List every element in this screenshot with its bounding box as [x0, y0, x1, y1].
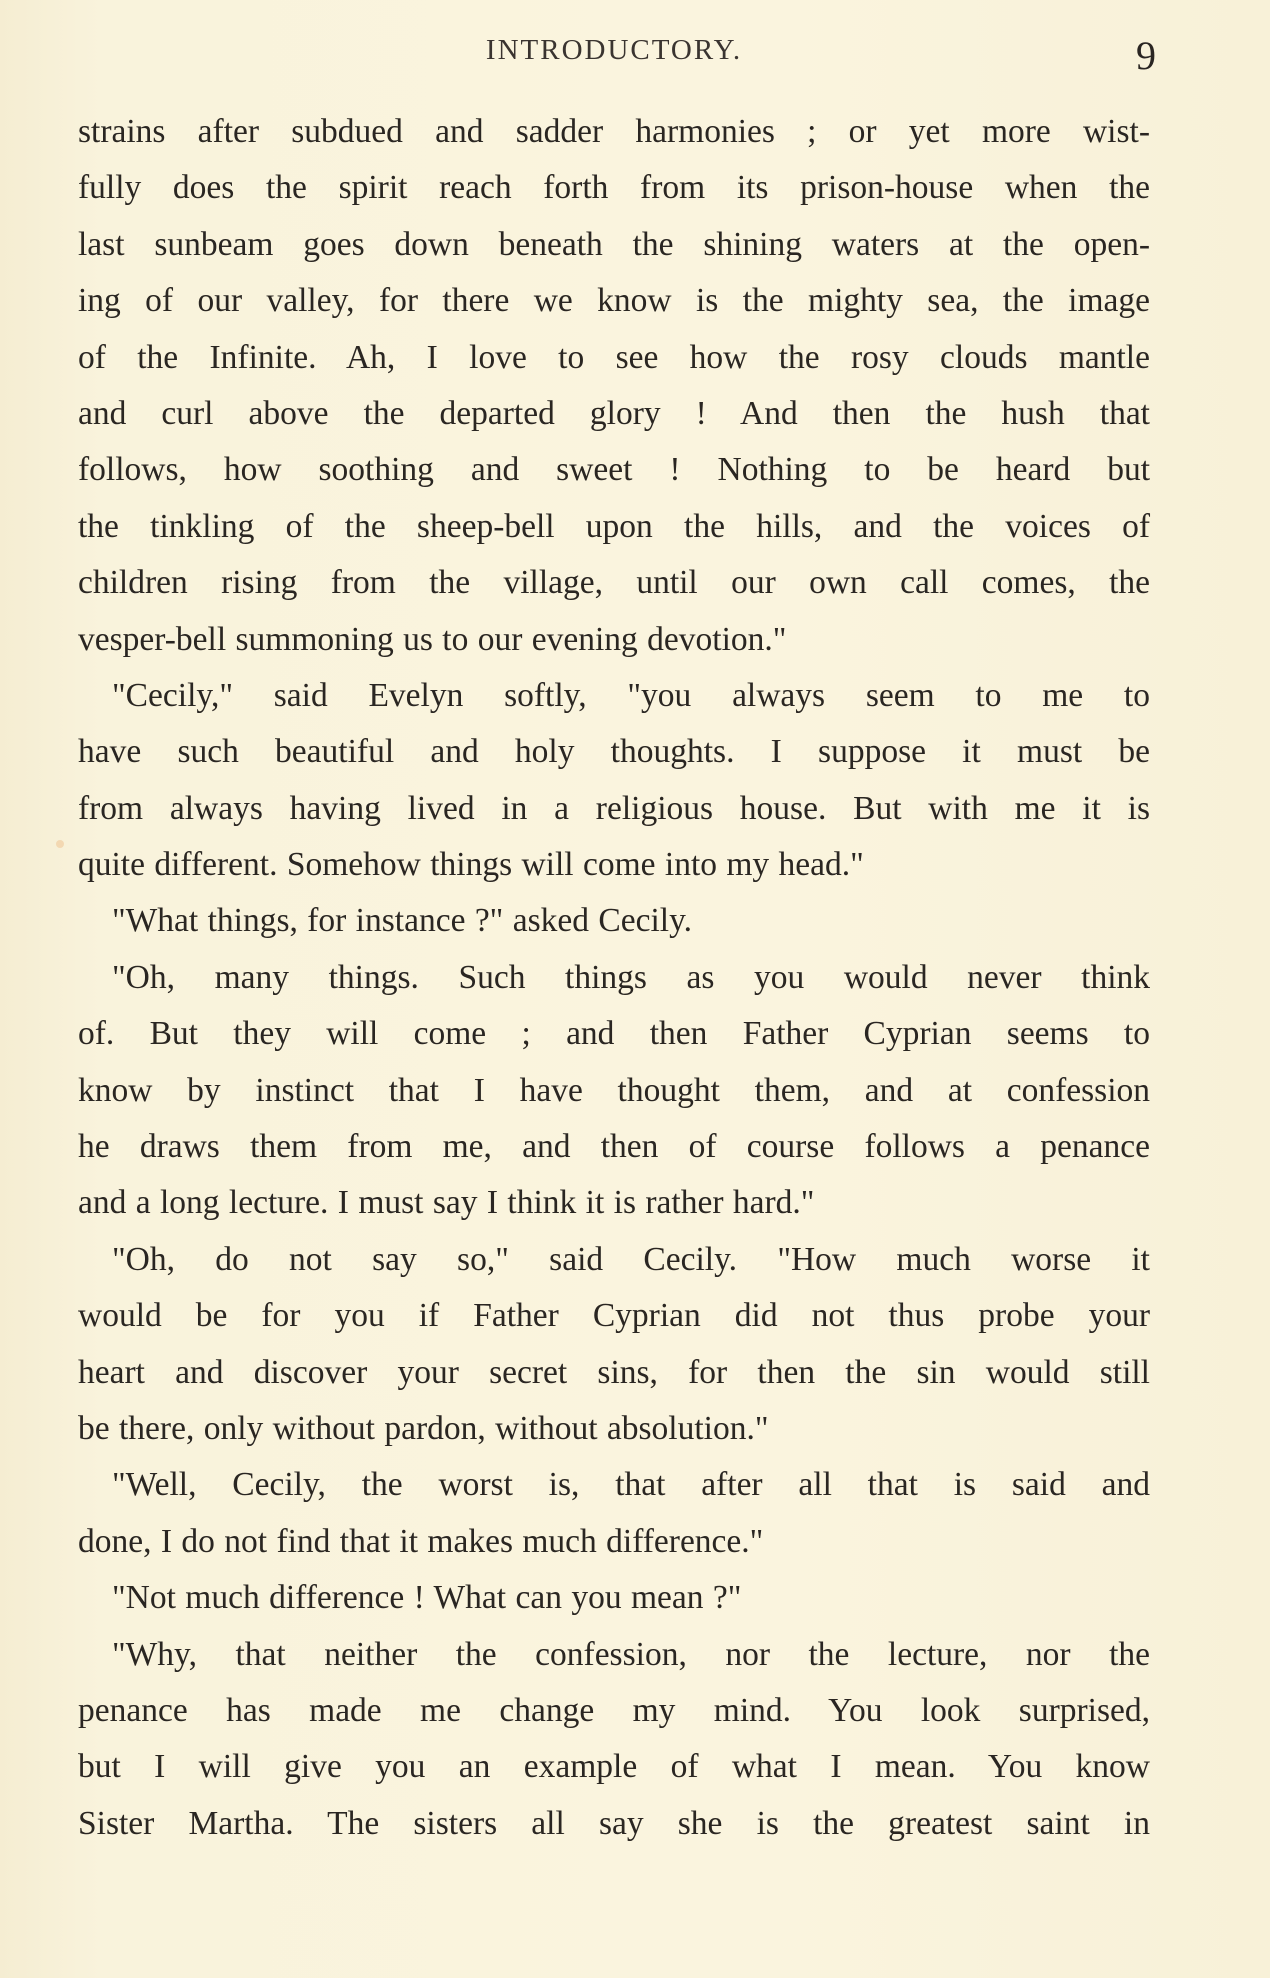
body-text: [78, 104, 1150, 1852]
text-line: done, I do not find that it makes much difference.": [78, 1522, 764, 1560]
text-line: know by instinct that I have thought them, and at confession: [78, 1071, 1150, 1109]
text-line: the tinkling of the sheep-bell upon the hills, and the voices of: [78, 507, 1150, 545]
text-line: "Oh, many things. Such things as you would never think: [112, 958, 1150, 996]
text-line: "Oh, do not say so," said Cecily. "How much worse it: [112, 1240, 1150, 1278]
text-line: Sister Martha. The sisters all say she is the greatest saint in: [78, 1804, 1150, 1842]
text-line: "Why, that neither the confession, nor the lecture, nor the: [112, 1635, 1150, 1673]
text-line: strains after subdued and sadder harmonies ; or yet more wist-: [78, 113, 1150, 150]
text-line: "Cecily," said Evelyn softly, "you always seem to me to: [112, 676, 1150, 714]
page-number: 9: [1136, 33, 1156, 78]
text-line: "Not much difference ! What can you mean ?": [112, 1579, 742, 1617]
text-line: be there, only without pardon, without absolution.": [78, 1409, 769, 1447]
text-line: would be for you if Father Cyprian did not thus probe your: [78, 1297, 1150, 1335]
text-line: follows, how soothing and sweet ! Nothing to be heard but: [78, 451, 1150, 489]
text-line: "What things, for instance ?" asked Cecily.: [112, 902, 693, 940]
text-line: last sunbeam goes down beneath the shining waters at the open-: [78, 225, 1150, 263]
text-line: fully does the spirit reach forth from its prison-house when the: [78, 169, 1150, 207]
page-header: [78, 33, 1156, 84]
text-line: from always having lived in a religious house. But with me it is: [78, 789, 1150, 827]
text-line: and curl above the departed glory ! And then the hush that: [78, 394, 1150, 432]
text-line: he draws them from me, and then of course follows a penance: [78, 1128, 1150, 1166]
text-line: vesper-bell summoning us to our evening devotion.": [78, 620, 787, 658]
text-line: children rising from the village, until our own call comes, the: [78, 564, 1150, 602]
running-head: INTRODUCTORY.: [485, 34, 743, 66]
text-line: heart and discover your secret sins, for then the sin would still: [78, 1353, 1150, 1391]
text-line: have such beautiful and holy thoughts. I suppose it must be: [78, 733, 1150, 771]
margin-stain: [56, 840, 64, 848]
text-line: "Well, Cecily, the worst is, that after all that is said and: [112, 1466, 1150, 1504]
text-line: of. But they will come ; and then Father Cyprian seems to: [78, 1015, 1150, 1053]
text-line: ing of our valley, for there we know is the mighty sea, the image: [78, 282, 1150, 320]
text-line: but I will give you an example of what I mean. You know: [78, 1748, 1150, 1786]
text-line: quite different. Somehow things will come into my head.": [78, 846, 864, 884]
text-line: of the Infinite. Ah, I love to see how the rosy clouds mantle: [78, 338, 1150, 376]
text-line: and a long lecture. I must say I think it is rather hard.": [78, 1184, 815, 1222]
text-line: penance has made me change my mind. You look surprised,: [78, 1691, 1150, 1729]
